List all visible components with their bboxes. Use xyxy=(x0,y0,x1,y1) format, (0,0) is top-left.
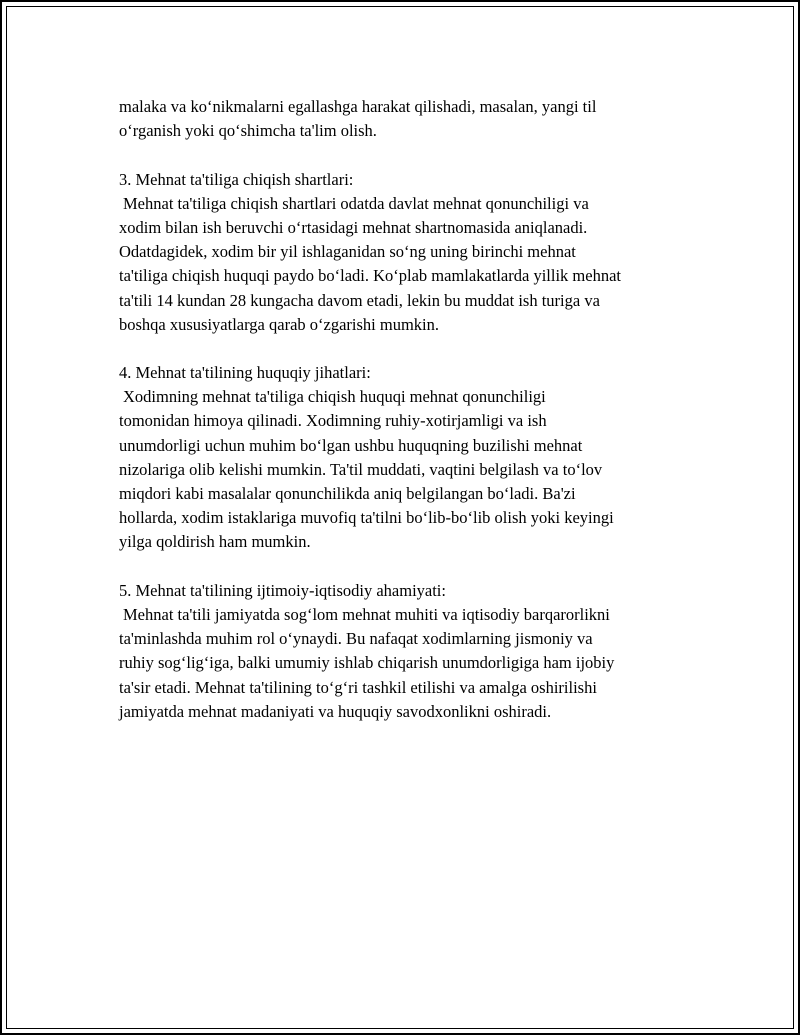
section-3 xyxy=(119,168,699,337)
text-line: jamiyatda mehnat madaniyati va huquqiy savodxonlikni oshiradi. xyxy=(119,701,552,721)
text-line: ta'sir etadi. Mehnat ta'tilining to‘g‘ri tashkil etilishi va amalga oshirilishi xyxy=(119,677,597,697)
paragraph-gap xyxy=(119,555,699,579)
text-line: nizolariga olib kelishi mumkin. Ta'til muddati, vaqtini belgilash va to‘lov xyxy=(119,459,603,479)
intro-paragraph xyxy=(119,95,699,143)
text-line: ta'tiliga chiqish huquqi paydo bo‘ladi. Ko‘plab mamlakatlarda yillik mehnat xyxy=(119,266,621,286)
text-line: Odatdagidek, xodim bir yil ishlaganidan so‘ng uning birinchi mehnat xyxy=(119,242,576,262)
text-line: Mehnat ta'tili jamiyatda sog‘lom mehnat muhiti va iqtisodiy barqarorlikni xyxy=(123,604,610,624)
section-heading: 3. Mehnat ta'tiliga chiqish shartlari: xyxy=(119,169,354,189)
text-line: ta'tili 14 kundan 28 kungacha davom etadi, lekin bu muddat ish turiga va xyxy=(119,290,600,310)
text-line: hollarda, xodim istaklariga muvofiq ta'tilni bo‘lib-bo‘lib olish yoki keyingi xyxy=(119,508,614,528)
paragraph-gap xyxy=(119,143,699,167)
section-5 xyxy=(119,579,699,724)
text-line: unumdorligi uchun muhim bo‘lgan ushbu huquqning buzilishi mehnat xyxy=(119,435,583,455)
section-heading: 4. Mehnat ta'tilining huquqiy jihatlari: xyxy=(119,363,371,383)
text-line: Xodimning mehnat ta'tiliga chiqish huquqi mehnat qonunchiligi xyxy=(123,387,546,407)
text-line: yilga qoldirish ham mumkin. xyxy=(119,532,311,552)
text-line: malaka va ko‘nikmalarni egallashga harakat qilishadi, masalan, yangi til xyxy=(119,97,597,116)
text-line: miqdori kabi masalalar qonunchilikda aniq belgilangan bo‘ladi. Ba'zi xyxy=(119,484,576,503)
text-line: xodim bilan ish beruvchi o‘rtasidagi mehnat shartnomasida aniqlanadi. xyxy=(119,217,588,237)
section-heading: 5. Mehnat ta'tilining ijtimoiy-iqtisodiy ahamiyati: xyxy=(119,580,446,600)
text-line: o‘rganish yoki qo‘shimcha ta'lim olish. xyxy=(119,121,377,141)
section-4 xyxy=(119,361,699,555)
text-line: tomonidan himoya qilinadi. Xodimning ruhiy-xotirjamligi va ish xyxy=(119,411,547,431)
text-line: Mehnat ta'tiliga chiqish shartlari odatda davlat mehnat qonunchiligi va xyxy=(123,193,589,213)
paragraph-gap xyxy=(119,337,699,361)
text-line: ta'minlashda muhim rol o‘ynaydi. Bu nafaqat xodimlarning jismoniy va xyxy=(119,629,593,649)
text-line: ruhiy sog‘lig‘iga, balki umumiy ishlab chiqarish unumdorligiga ham ijobiy xyxy=(119,653,615,673)
document-body xyxy=(119,95,699,724)
text-line: boshqa xususiyatlarga qarab o‘zgarishi mumkin. xyxy=(119,314,440,334)
